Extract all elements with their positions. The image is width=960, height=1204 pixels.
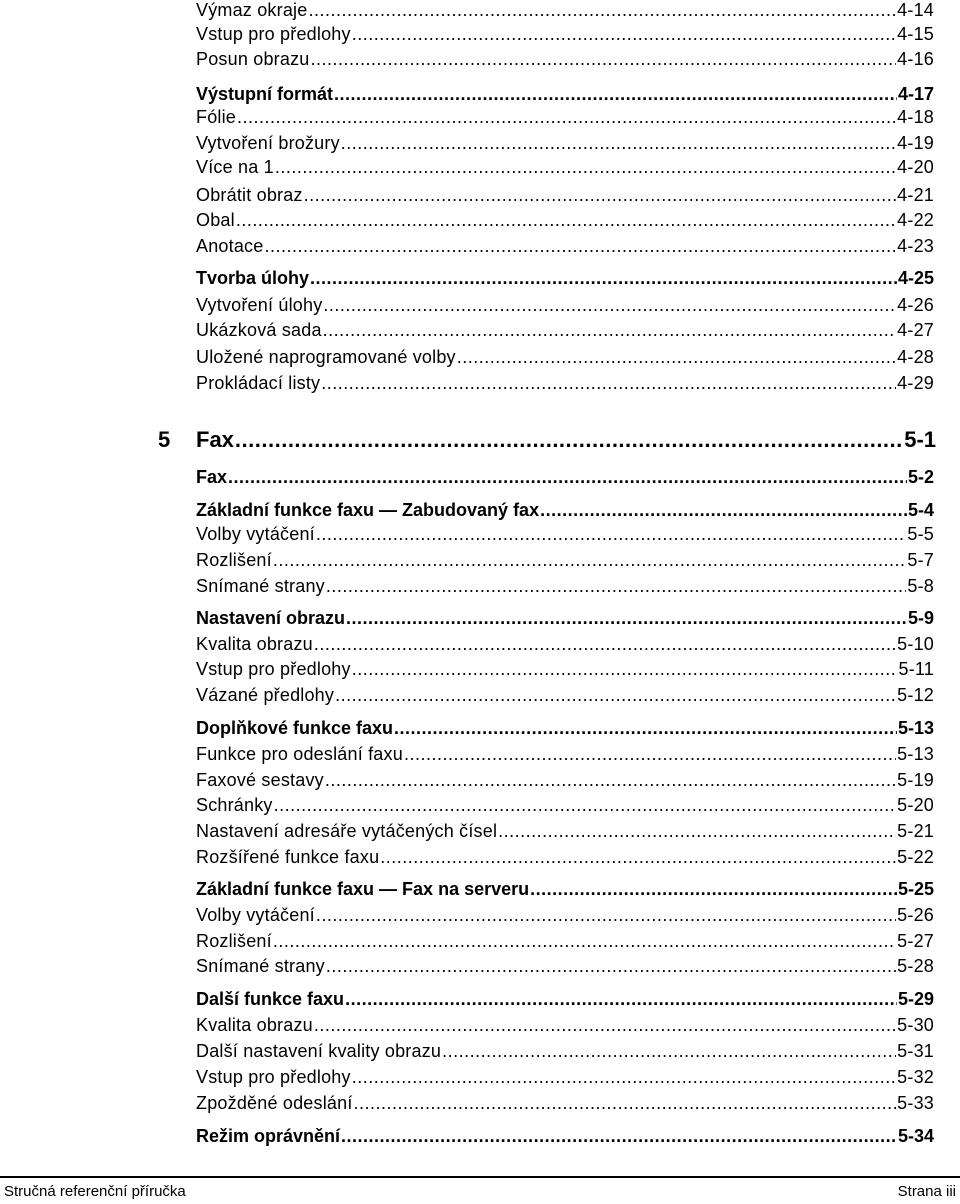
toc-entry[interactable] — [196, 685, 934, 706]
toc-leader-dots — [274, 795, 897, 816]
toc-entry-title: Anotace — [196, 236, 264, 256]
toc-entry-page: 5-9 — [907, 608, 934, 628]
toc-entry-page: 5-29 — [897, 989, 934, 1009]
toc-entry-page: 4-18 — [897, 107, 934, 127]
toc-entry[interactable] — [196, 550, 934, 571]
toc-leader-dots — [304, 185, 897, 206]
toc-entry-title: Rozšířené funkce faxu — [196, 847, 380, 867]
toc-entry[interactable] — [196, 576, 934, 597]
toc-leader-dots — [323, 320, 897, 341]
toc-leader-dots — [316, 905, 896, 926]
toc-leader-dots — [380, 847, 896, 868]
toc-entry-page: 5-20 — [897, 795, 934, 815]
toc-entry-title: Obrátit obraz — [196, 185, 303, 205]
toc-entry-page: 5-19 — [897, 770, 934, 790]
toc-entry[interactable] — [196, 373, 934, 394]
toc-leader-dots — [310, 49, 896, 70]
toc-entry[interactable] — [196, 49, 934, 70]
toc-entry[interactable] — [196, 956, 934, 977]
toc-entry-page: 5-13 — [897, 744, 934, 764]
toc-leader-dots — [354, 1093, 897, 1114]
toc-entry-title: Fólie — [196, 107, 237, 127]
toc-entry-title: Kvalita obrazu — [196, 1015, 313, 1035]
toc-entry-page: 4-29 — [897, 373, 934, 393]
toc-entry-title: Schránky — [196, 795, 273, 815]
toc-leader-dots — [457, 347, 896, 368]
toc-entry-title: Další nastavení kvality obrazu — [196, 1041, 442, 1061]
toc-leader-dots — [530, 879, 897, 900]
toc-entry-title: Režim oprávnění — [196, 1126, 341, 1146]
toc-entry-page: 4-17 — [897, 84, 934, 104]
toc-entry-page: 5-5 — [907, 524, 934, 544]
toc-entry[interactable] — [196, 524, 934, 545]
toc-entry-title: Obal — [196, 210, 235, 230]
toc-entry-page: 4-14 — [897, 0, 934, 20]
toc-entry[interactable] — [196, 1067, 934, 1088]
toc-entry-title: Ukázková sada — [196, 320, 322, 340]
toc-leader-dots — [352, 659, 898, 680]
toc-leader-dots — [236, 210, 896, 231]
toc-entry-page: 4-28 — [897, 347, 934, 367]
toc-entry-page: 5-8 — [907, 576, 934, 596]
toc-entry-title: Tvorba úlohy — [196, 268, 310, 288]
toc-entry-title: Nastavení obrazu — [196, 608, 346, 628]
toc-entry-title: Nastavení adresáře vytáčených čísel — [196, 821, 498, 841]
toc-entry-page: 5-22 — [897, 847, 934, 867]
toc-entry-title: Základní funkce faxu — Fax na serveru — [196, 879, 530, 899]
toc-entry[interactable] — [196, 795, 934, 816]
toc-entry-page: 4-26 — [897, 295, 934, 315]
toc-leader-dots — [326, 956, 896, 977]
toc-entry-title: Více na 1 — [196, 157, 274, 177]
toc-entry-title: Výmaz okraje — [196, 0, 308, 20]
toc-entry[interactable] — [196, 185, 934, 206]
toc-leader-dots — [275, 157, 896, 178]
toc-entry-title: Zpožděné odeslání — [196, 1093, 353, 1113]
toc-leader-dots — [442, 1041, 896, 1062]
toc-section[interactable] — [196, 718, 934, 739]
toc-entry[interactable] — [196, 320, 934, 341]
toc-entry[interactable] — [196, 744, 934, 765]
toc-entry-title: Rozlišení — [196, 931, 272, 951]
toc-entry[interactable] — [196, 1093, 934, 1114]
toc-entry[interactable] — [196, 347, 934, 368]
toc-entry-title: Vytvoření brožury — [196, 133, 340, 153]
toc-leader-dots — [237, 107, 896, 128]
toc-entry-page: 5-21 — [897, 821, 934, 841]
toc-entry[interactable] — [196, 0, 934, 21]
toc-entry[interactable] — [196, 770, 934, 791]
toc-entry-title: Rozlišení — [196, 550, 272, 570]
toc-entry-page: 4-21 — [897, 185, 934, 205]
toc-entry-page: 5-10 — [897, 634, 934, 654]
toc-leader-dots — [404, 744, 896, 765]
toc-entry[interactable] — [196, 133, 934, 154]
toc-leader-dots — [346, 608, 907, 629]
toc-entry-page: 5-2 — [907, 467, 934, 487]
toc-entry-title: Kvalita obrazu — [196, 634, 313, 654]
toc-leader-dots — [316, 524, 907, 545]
toc-entry-title: Uložené naprogramované volby — [196, 347, 456, 367]
toc-leader-dots — [326, 576, 907, 597]
footer-page-number: Strana iii — [897, 1183, 956, 1200]
toc-entry-page: 4-20 — [897, 157, 934, 177]
toc-section[interactable] — [196, 879, 934, 900]
toc-section[interactable] — [196, 84, 934, 105]
toc-entry-title: Základní funkce faxu — Zabudovaný fax — [196, 500, 540, 520]
toc-entry-title: Snímané strany — [196, 576, 325, 596]
toc-leader-dots — [341, 133, 896, 154]
toc-entry[interactable] — [196, 210, 934, 231]
toc-entry-title: Vstup pro předlohy — [196, 1067, 351, 1087]
toc-entry-title: Posun obrazu — [196, 49, 310, 69]
toc-leader-dots — [345, 989, 897, 1010]
chapter-number: 5 — [158, 427, 171, 452]
toc-entry[interactable] — [196, 659, 934, 680]
toc-leader-dots — [273, 931, 896, 952]
toc-entry-title: Volby vytáčení — [196, 905, 315, 925]
toc-leader-dots — [235, 427, 903, 453]
toc-entry-title: Doplňkové funkce faxu — [196, 718, 394, 738]
toc-entry[interactable] — [196, 236, 934, 257]
toc-leader-dots — [498, 821, 896, 842]
toc-entry-page: 5-33 — [897, 1093, 934, 1113]
toc-entry-title: Výstupní formát — [196, 84, 334, 104]
toc-leader-dots — [394, 718, 897, 739]
toc-leader-dots — [228, 467, 907, 488]
toc-section[interactable] — [196, 268, 934, 289]
toc-entry-page: 4-27 — [897, 320, 934, 340]
toc-section[interactable] — [196, 989, 934, 1010]
toc-entry[interactable] — [196, 931, 934, 952]
toc-entry-page: 5-13 — [897, 718, 934, 738]
toc-entry-page: 5-12 — [897, 685, 934, 705]
toc-entry-page: 5-1 — [904, 427, 936, 452]
toc-entry-page: 5-7 — [907, 550, 934, 570]
toc-entry[interactable] — [196, 1041, 934, 1062]
toc-entry-page: 4-22 — [897, 210, 934, 230]
toc-leader-dots — [352, 24, 896, 45]
toc-leader-dots — [334, 84, 897, 105]
toc-section[interactable] — [196, 1126, 934, 1147]
toc-leader-dots — [341, 1126, 897, 1147]
toc-entry[interactable] — [196, 1015, 934, 1036]
toc-entry[interactable] — [196, 295, 934, 316]
toc-entry-page: 5-31 — [897, 1041, 934, 1061]
toc-entry-page: 5-4 — [907, 500, 934, 520]
toc-leader-dots — [335, 685, 896, 706]
toc-entry-title: Prokládací listy — [196, 373, 321, 393]
toc-entry-page: 4-19 — [897, 133, 934, 153]
toc-leader-dots — [323, 295, 896, 316]
toc-entry[interactable] — [196, 24, 934, 45]
toc-entry-title: Volby vytáčení — [196, 524, 315, 544]
toc-entry[interactable] — [196, 847, 934, 868]
toc-entry[interactable] — [196, 821, 934, 842]
toc-entry-page: 5-27 — [897, 931, 934, 951]
toc-entry-page: 5-28 — [897, 956, 934, 976]
toc-leader-dots — [540, 500, 907, 521]
toc-entry[interactable] — [196, 634, 934, 655]
toc-section[interactable] — [196, 467, 934, 488]
toc-entry[interactable] — [196, 905, 934, 926]
toc-leader-dots — [321, 373, 896, 394]
toc-entry-page: 5-11 — [898, 659, 934, 679]
toc-leader-dots — [325, 770, 896, 791]
toc-leader-dots — [352, 1067, 896, 1088]
toc-entry-page: 4-23 — [897, 236, 934, 256]
toc-entry-page: 5-30 — [897, 1015, 934, 1035]
toc-leader-dots — [314, 634, 896, 655]
toc-entry-page: 5-34 — [897, 1126, 934, 1146]
toc-leader-dots — [264, 236, 896, 257]
toc-chapter[interactable] — [196, 427, 936, 453]
toc-entry-page: 4-16 — [897, 49, 934, 69]
toc-entry-title: Další funkce faxu — [196, 989, 345, 1009]
footer-document-title: Stručná referenční příručka — [4, 1183, 186, 1200]
toc-entry-title: Vstup pro předlohy — [196, 659, 351, 679]
toc-leader-dots — [314, 1015, 896, 1036]
toc-entry-title: Fax — [196, 467, 228, 487]
toc-entry-title: Vázané předlohy — [196, 685, 335, 705]
toc-section[interactable] — [196, 608, 934, 629]
footer-divider — [0, 1176, 960, 1178]
toc-leader-dots — [308, 0, 896, 21]
toc-entry-page: 5-32 — [897, 1067, 934, 1087]
toc-entry[interactable] — [196, 107, 934, 128]
toc-entry-page: 5-25 — [897, 879, 934, 899]
toc-entry-title: Snímané strany — [196, 956, 325, 976]
toc-entry-title: Vytvoření úlohy — [196, 295, 323, 315]
toc-entry-page: 4-15 — [897, 24, 934, 44]
toc-entry-page: 5-26 — [897, 905, 934, 925]
toc-entry[interactable] — [196, 157, 934, 178]
toc-entry-title: Faxové sestavy — [196, 770, 324, 790]
toc-entry-title: Funkce pro odeslání faxu — [196, 744, 403, 764]
toc-section[interactable] — [196, 500, 934, 521]
toc-entry-title: Vstup pro předlohy — [196, 24, 351, 44]
toc-entry-title: Fax — [196, 427, 234, 452]
toc-leader-dots — [273, 550, 907, 571]
toc-entry-page: 4-25 — [897, 268, 934, 288]
toc-leader-dots — [310, 268, 897, 289]
